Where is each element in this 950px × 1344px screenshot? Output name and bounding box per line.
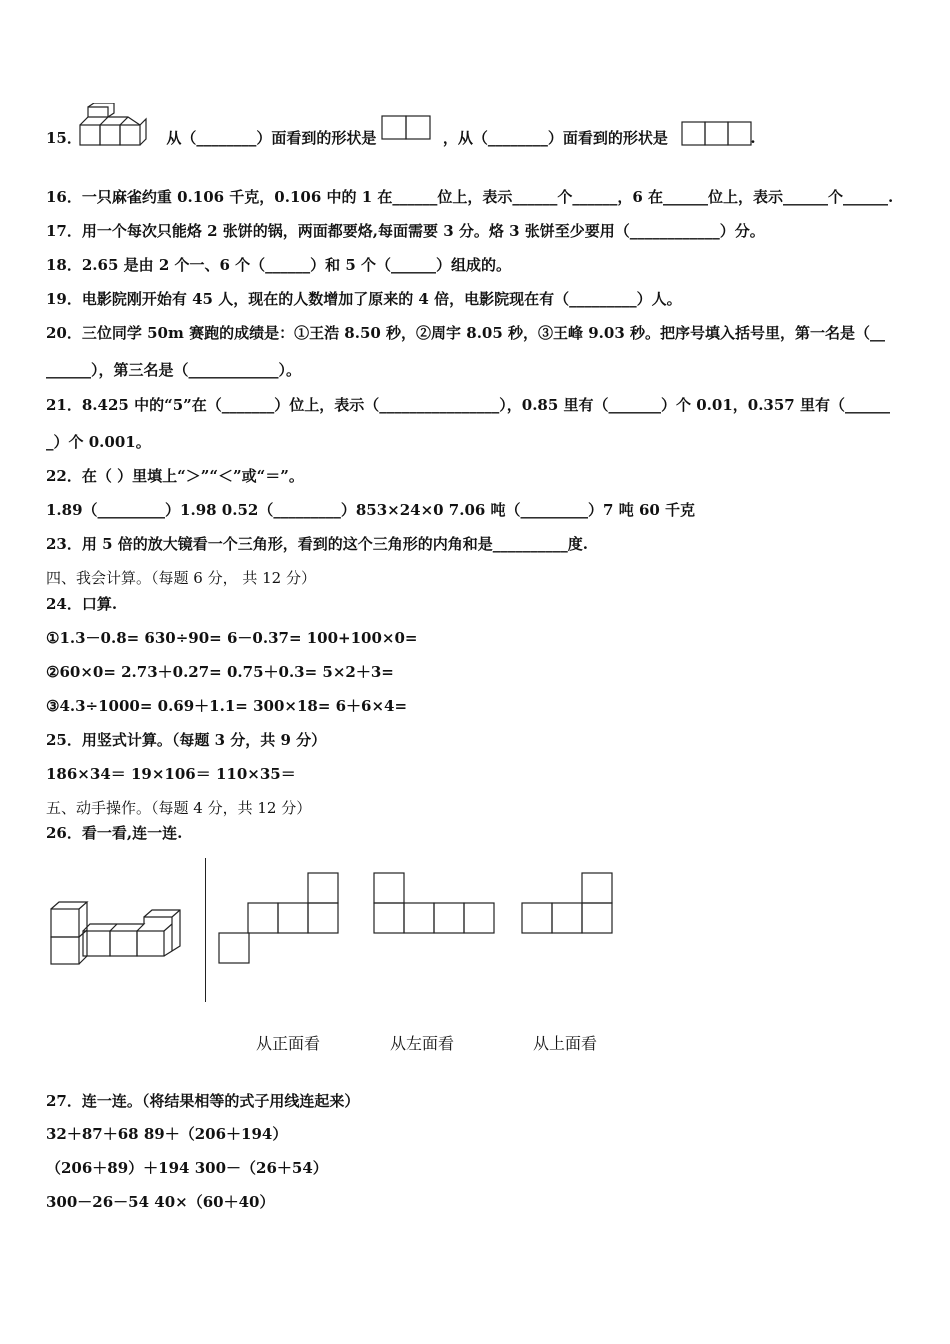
question-23: 23．用 5 倍的放大镜看一个三角形，看到的这个三角形的内角和是__________度.: [46, 535, 588, 553]
q26-label-front: 从正面看: [256, 1034, 321, 1053]
question-24-row-2: ②60×0= 2.73＋0.27= 0.75＋0.3= 5×2＋3=: [46, 663, 394, 681]
question-27-row-3: 300－26－54 40×（60＋40）: [46, 1193, 275, 1211]
question-21-line-2: _）个 0.001。: [46, 433, 151, 451]
q26-view-shape-1: [218, 872, 340, 965]
question-19: 19．电影院刚开始有 45 人，现在的人数增加了原来的 4 倍，电影院现在有（_________）人。: [46, 290, 682, 308]
question-15-number: 15．: [46, 129, 82, 147]
q15-three-square-view: [681, 121, 756, 147]
q26-divider-line: [205, 858, 206, 1002]
question-25: 25．用竖式计算。（每题 3 分，共 9 分）: [46, 731, 327, 749]
question-15-text-1: 从（________）面看到的形状是: [166, 129, 377, 147]
section-4-heading: 四、我会计算。（每题 6 分， 共 12 分）: [46, 569, 316, 587]
q26-label-top: 从上面看: [533, 1034, 598, 1053]
q15-cube-row-figure: [78, 103, 148, 149]
question-24-row-1: ①1.3－0.8= 630÷90= 6－0.37= 100+100×0=: [46, 629, 418, 647]
q26-label-left: 从左面看: [390, 1034, 455, 1053]
question-25-items: 186×34＝ 19×106＝ 110×35＝: [46, 765, 296, 783]
question-27-row-1: 32＋87＋68 89＋（206＋194）: [46, 1125, 288, 1143]
question-24: 24．口算.: [46, 595, 118, 613]
question-15-text-2: ，从（________）面看到的形状是: [442, 129, 668, 147]
question-27-row-2: （206＋89）＋194 300－（26＋54）: [46, 1159, 328, 1177]
question-17: 17．用一个每次只能烙 2 张饼的锅，两面都要烙,每面需要 3 分。烙 3 张饼至少要用（____________）分。: [46, 222, 765, 240]
question-21-line-1: 21．8.425 中的“5”在（_______）位上，表示（________________），0.85 里有（_______）个 0.01，0.357 里有（______: [46, 396, 890, 414]
q26-cube-solid-figure: [48, 900, 184, 966]
q26-view-shape-2: [373, 872, 497, 936]
question-20-line-2: ______），第三名是（____________）。: [46, 361, 302, 379]
question-22: 22．在（ ）里填上“＞”“＜”或“＝”。: [46, 467, 304, 485]
question-16: 16．一只麻雀约重 0.106 千克，0.106 中的 1 在______位上，表示______个______，6 在______位上，表示______个______.: [46, 188, 894, 206]
question-24-row-3: ③4.3÷1000= 0.69＋1.1= 300×18= 6＋6×4=: [46, 697, 408, 715]
q26-view-shape-3: [521, 872, 615, 936]
question-18: 18．2.65 是由 2 个一、6 个（______）和 5 个（______）组成的。: [46, 256, 512, 274]
question-15-text-3: .: [750, 129, 756, 147]
question-20-line-1: 20．三位同学 50m 赛跑的成绩是：①王浩 8.50 秒，②周宇 8.05 秒，③王峰 9.03 秒。把序号填入括号里，第一名是（__: [46, 324, 886, 342]
q15-two-square-view: [381, 115, 431, 141]
question-22-items: 1.89（_________）1.98 0.52（_________）853×24×0 7.06 吨（_________）7 吨 60 千克: [46, 501, 696, 519]
question-26: 26．看一看,连一连.: [46, 824, 183, 842]
section-5-heading: 五、动手操作。（每题 4 分，共 12 分）: [46, 799, 312, 817]
question-27: 27．连一连。（将结果相等的式子用线连起来）: [46, 1092, 360, 1110]
